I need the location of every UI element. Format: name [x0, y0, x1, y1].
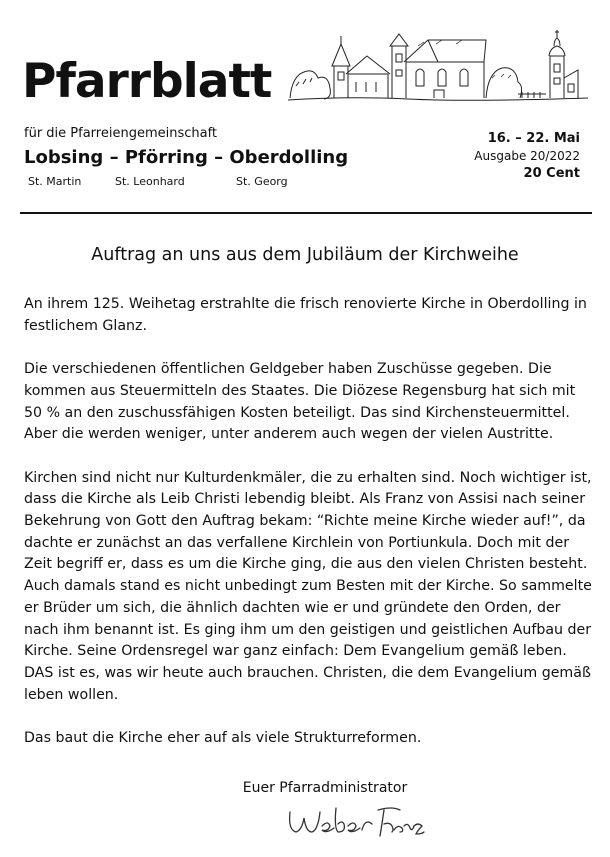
article-paragraph: Das baut die Kirche eher auf als viele Strukturreformen.	[24, 730, 422, 747]
parishes-line: Lobsing – Pförring – Oberdolling	[24, 147, 349, 168]
article-body	[24, 294, 596, 771]
article-paragraph: Die verschiedenen öffentlichen Geldgeber haben Zuschüsse gegeben. Die kommen aus Steuermitteln des Staates. Die Diözese Regensburg hat sich mit 50 % an den zuschussfähigen Kosten beteiligt. Das sind Kirchensteuermittel. Aber die werden weniger, unter anderem auch wegen der vielen Austritte.	[24, 361, 576, 443]
issue-price: 20 Cent	[523, 165, 580, 181]
masthead-title: Pfarrblatt	[22, 54, 272, 109]
saint-pfoerring: St. Leonhard	[115, 175, 185, 188]
header-divider	[20, 212, 592, 214]
issue-dates: 16. – 22. Mai	[487, 131, 580, 146]
issue-number: Ausgabe 20/2022	[474, 149, 580, 164]
signature-icon	[286, 800, 426, 842]
saint-oberdolling: St. Georg	[236, 175, 288, 188]
article-paragraph: An ihrem 125. Weihetag erstrahlte die frisch renovierte Kirche in Oberdolling in festlichem Glanz.	[24, 296, 587, 334]
church-village-icon	[288, 26, 588, 106]
article-paragraph: Kirchen sind nicht nur Kulturdenkmäler, die zu erhalten sind. Noch wichtiger ist, dass die Kirche als Leib Christi lebendig bleibt. Als Franz von Assisi nach seiner Bekehrung von Gott den Auftrag bekam: “Richte meine Kirche wieder auf!”, da dachte er zunächst an das verfallene Kirchlein von Portiunkula. Doch mit der Zeit begriff er, dass es um die Kirche ging, die aus den vielen Christen besteht. Auch damals stand es nicht unbedingt zum Besten mit der Kirche. So sammelte er Brüder um sich, die ähnlich dachten wie er und gründete den Orden, der nach ihm benannt ist. Es ging ihm um den geistigen und geistlichen Aufbau der Kirche. Seine Ordensregel war ganz einfach: Dem Evangelium gemäß leben. DAS ist es, was wir heute auch brauchen. Christen, die dem Evangelium gemäß leben wollen.	[24, 469, 592, 703]
signoff: Euer Pfarradministrator	[242, 780, 408, 796]
saint-lobsing: St. Martin	[28, 175, 82, 188]
masthead-subtitle: für die Pfarreiengemeinschaft	[24, 126, 218, 141]
issue-info	[474, 130, 580, 183]
article-title: Auftrag an uns aus dem Jubiläum der Kirchweihe	[91, 245, 519, 265]
